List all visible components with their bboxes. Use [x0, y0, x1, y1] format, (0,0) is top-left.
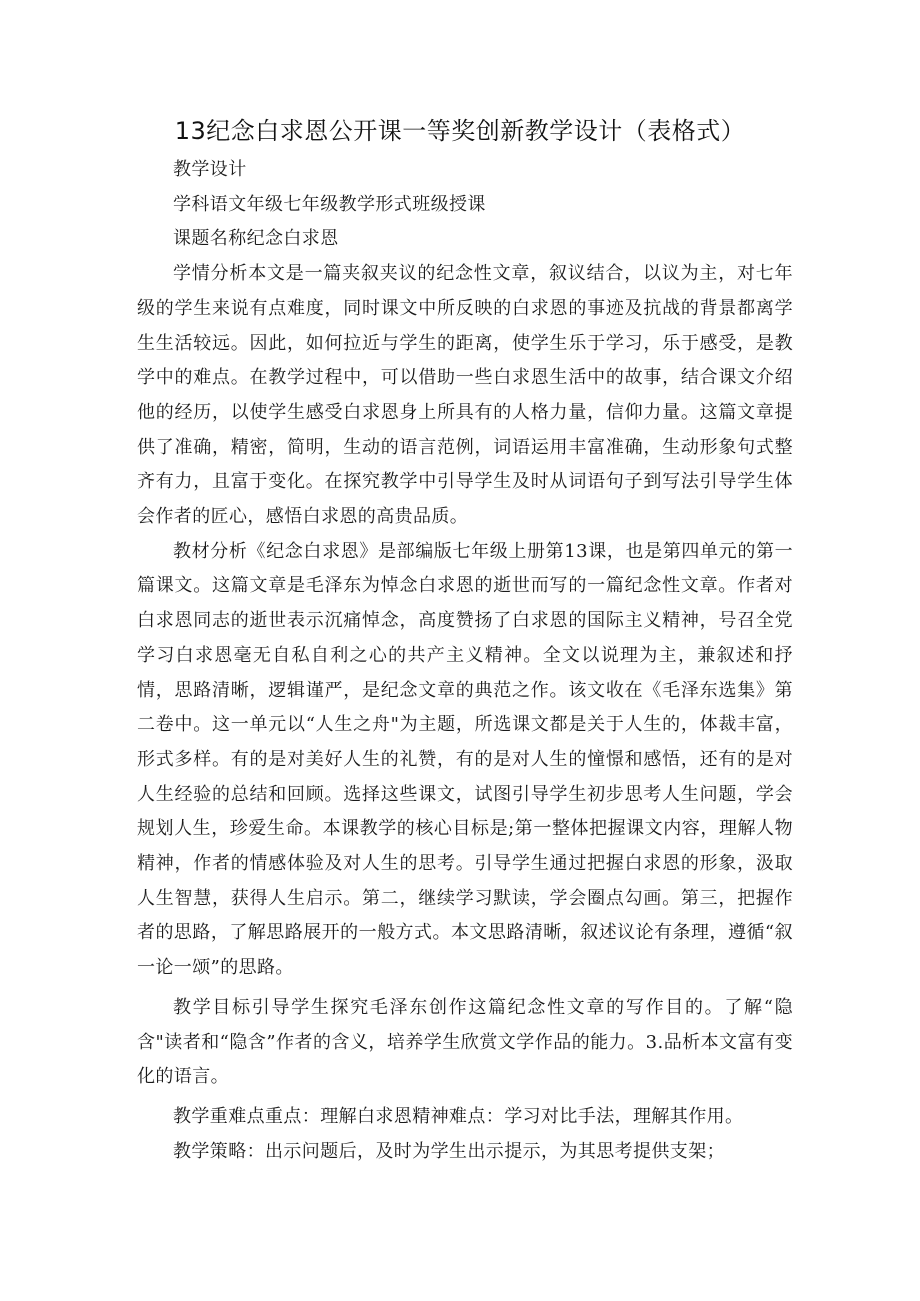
document-title: 13纪念白求恩公开课一等奖创新教学设计（表格式）: [174, 117, 746, 145]
learner-analysis-paragraph: 学情分析本文是一篇夹叙夹议的纪念性文章，叙议结合，以议为主，对七年级的学生来说有点难度，同时课文中所反映的白求恩的事迹及抗战的背景都离学生生活较远。因此，如何拉近与学生的距离，使学生乐于学习，乐于感受，是教学中的难点。在教学过程中，可以借助一些白求恩生活中的故事，结合课文介绍他的经历，以使学生感受白求恩身上所具有的人格力量，信仰力量。这篇文章提供了准确，精密，简明，生动的语言范例，词语运用丰富准确，生动形象句式整齐有力，且富于变化。在探究教学中引导学生及时从词语句子到写法引导学生体会作者的匠心，感悟白求恩的高贵品质。: [137, 263, 793, 528]
strategy-paragraph: 教学策略：出示问题后，及时为学生出示提示，为其思考提供支架；: [173, 1140, 725, 1162]
subject-line: 学科语文年级七年级教学形式班级授课: [173, 193, 486, 215]
heading-teaching-design: 教学设计: [173, 159, 247, 180]
teaching-goals-paragraph: 教学目标引导学生探究毛泽东创作这篇纪念性文章的写作目的。了解“隐含"读者和“隐含”作者的含义，培养学生欣赏文学作品的能力。3.品析本文富有变化的语言。: [137, 996, 793, 1088]
key-points-paragraph: 教学重难点重点：理解白求恩精神难点：学习对比手法，理解其作用。: [173, 1105, 744, 1127]
topic-line: 课题名称纪念白求恩: [173, 228, 339, 250]
material-analysis-paragraph: 教材分析《纪念白求恩》是部编版七年级上册第13课，也是第四单元的第一篇课文。这篇文章是毛泽东为悼念白求恩的逝世而写的一篇纪念性文章。作者对白求恩同志的逝世表示沉痛悼念，高度赞扬了白求恩的国际主义精神，号召全党学习白求恩毫无自私自利之心的共产主义精神。全文以说理为主，兼叙述和抒情，思路清晰，逻辑谨严，是纪念文章的典范之作。该文收在《毛泽东选集》第二卷中。这一单元以“人生之舟"为主题，所选课文都是关于人生的，体裁丰富，形式多样。有的是对美好人生的礼赞，有的是对人生的憧憬和感悟，还有的是对人生经验的总结和回顾。选择这些课文，试图引导学生初步思考人生问题，学会规划人生，珍爱生命。本课教学的核心目标是;第一整体把握课文内容，理解人物精神，作者的情感体验及对人生的思考。引导学生通过把握白求恩的形象，汲取人生智慧，获得人生启示。第二，继续学习默读，学会圈点勾画。第三，把握作者的思路，了解思路展开的一般方式。本文思路清晰，叙述议论有条理，遵循“叙一论一颂”的思路。: [137, 540, 793, 979]
document-body: [137, 153, 793, 1169]
